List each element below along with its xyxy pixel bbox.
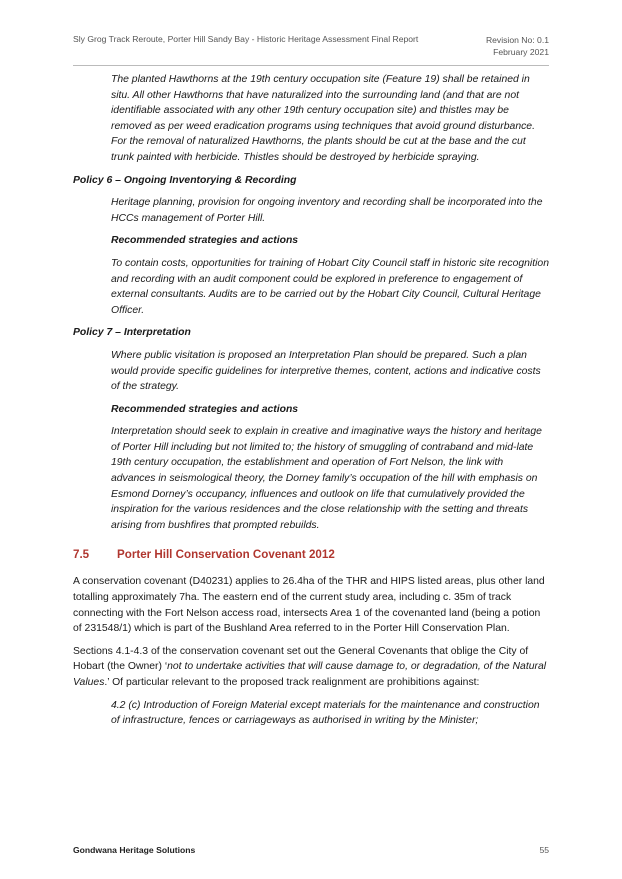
covenant-paragraph: A conservation covenant (D40231) applies to 26.4ha of the THR and HIPS listed areas, plus other land totalling approximately 7ha. The eastern end of the current study area, including c. 35m of track connecting with the Fort Nelson access road, intersects Area 1 of the covenanted land (being a potion of 231548/1) which is part of the Bushland Area referred to in the Porter Hill Conservation Plan. xyxy=(73,576,545,635)
revision-number: Revision No: 0.1 xyxy=(485,35,549,45)
recommended-strategies-heading: Recommended strategies and actions xyxy=(111,403,299,415)
policy-7-heading: Policy 7 – Interpretation xyxy=(73,327,191,339)
covenant-text-start: Sections 4.1-4.3 of the conservation covenant set out the General Covenants that oblige the City of Hobart (the Owner) ‘ xyxy=(73,645,529,673)
policy-6-recommendation: To contain costs, opportunities for training of Hobart City Council staff in historic site recognition and recording with an audit component could be explored in preference to engagement of external consultants. Audits are to be carried out by the Hobart City Council, Cultural Heritage Officer. xyxy=(111,257,549,316)
section-title: Porter Hill Conservation Covenant 2012 xyxy=(117,548,335,562)
section-heading xyxy=(73,547,549,562)
policy-6-heading: Policy 6 – Ongoing Inventorying & Recording xyxy=(73,174,297,186)
organization-name: Gondwana Heritage Solutions xyxy=(73,845,196,855)
covenant-quote-inline: not to undertake activities that will cause damage to, or degradation, of the Natural Values xyxy=(73,661,547,688)
policy-7-text: Where public visitation is proposed an Interpretation Plan should be prepared. Such a plan would provide specific guidelines for interpretive themes, content, actions and indicative costs of the strategy. xyxy=(111,349,541,393)
policy-6-text: Heritage planning, provision for ongoing inventory and recording shall be incorporated into the HCCs management of Porter Hill. xyxy=(111,197,543,224)
covenant-text-end: .’ Of particular relevant to the proposed track realignment are prohibitions against: xyxy=(104,677,480,688)
header-divider xyxy=(73,65,549,66)
covenant-obligations-paragraph xyxy=(73,644,549,691)
revision-date: February 2021 xyxy=(493,47,549,57)
covenant-clause-quote: 4.2 (c) Introduction of Foreign Material except materials for the maintenance and construction of infrastructure, fences or carriageways as authorised in writing by the Minister; xyxy=(111,699,540,727)
report-title: Sly Grog Track Reroute, Porter Hill Sandy Bay - Historic Heritage Assessment Final Report xyxy=(73,34,419,44)
policy-7-recommendation: Interpretation should seek to explain in creative and imaginative ways the history and heritage of Porter Hill including but not limited to; the history of smuggling of contraband and mid-late 19th century occupation, the establishment and operation of Fort Nelson, the link with advances in seismological theory, the Dorney family’s occupation of the hill with emphasis on Esmond Dorney’s occupancy, influences and outlook on life that cumulatively provided the inspiration for the various residences and the close relationship with the setting and threats arising from bushfires that prompted rebuilds. xyxy=(111,426,542,531)
page-number: 55 xyxy=(539,845,549,855)
hawthorn-paragraph: The planted Hawthorns at the 19th century occupation site (Feature 19) shall be retained in situ. All other Hawthorns that have naturalized into the surrounding land (and that are not identifiable associated with any other 19th century occupation site) and thistles may be removed as per weed eradication programs using techniques that avoid ground disturbance. For the removal of naturalized Hawthorns, the plants should be cut at the base and the cut trunk painted with herbicide. Thistles should be destroyed by herbicide spraying. xyxy=(111,74,535,163)
page-body xyxy=(73,72,549,736)
section-number: 7.5 xyxy=(73,548,90,562)
recommended-strategies-heading: Recommended strategies and actions xyxy=(111,235,299,247)
revision-info xyxy=(486,34,549,58)
